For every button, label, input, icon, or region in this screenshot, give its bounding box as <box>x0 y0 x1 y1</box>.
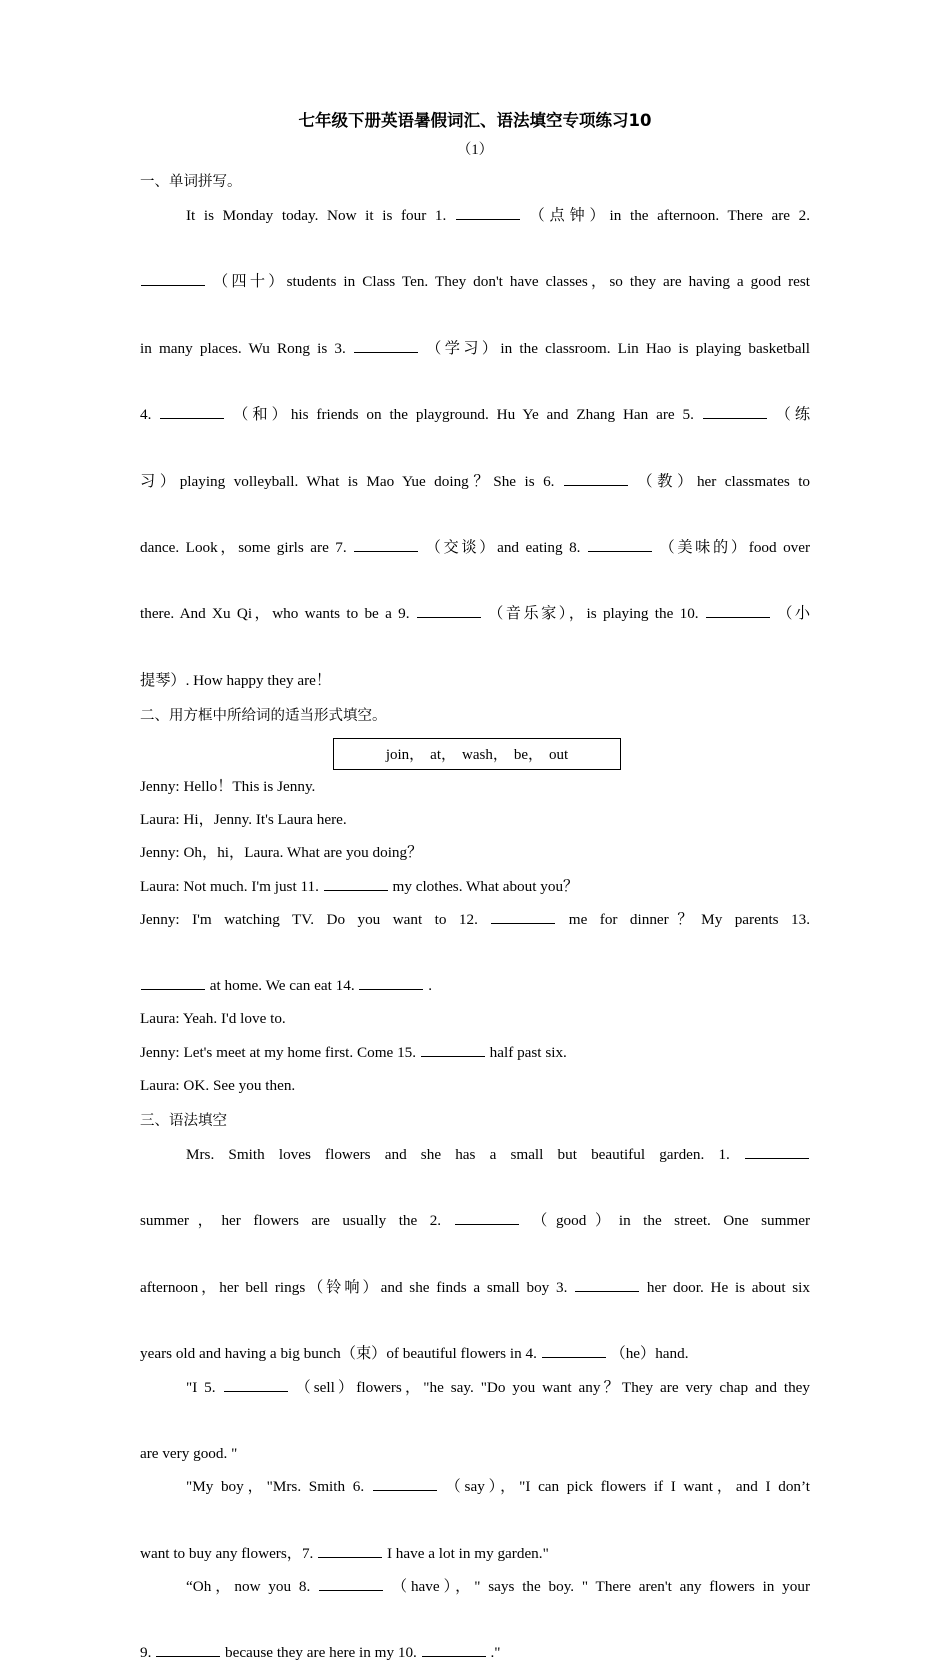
text-run: 9. <box>140 1644 152 1662</box>
text-run: Laura: OK. See you then. <box>140 1076 296 1094</box>
text-run: years old and having a big bunch（束）of beautiful flowers in 4. <box>140 1345 537 1363</box>
text-run: dance. Look，some girls are 7. <box>140 539 347 557</box>
text-line <box>140 1636 810 1669</box>
fill-in-blank[interactable] <box>564 471 628 486</box>
text-run: Laura: Not much. I'm just 11. <box>140 877 319 895</box>
fill-in-blank[interactable] <box>575 1277 639 1292</box>
text-run: Jenny: Hello！This is Jenny. <box>140 778 316 796</box>
fill-in-blank[interactable] <box>706 603 770 618</box>
fill-in-blank[interactable] <box>224 1377 288 1392</box>
fill-in-blank[interactable] <box>141 975 205 990</box>
fill-in-blank[interactable] <box>318 1543 382 1558</box>
text-line <box>140 836 810 869</box>
text-line <box>140 903 810 969</box>
text-run: I have a lot in my garden." <box>386 1544 549 1562</box>
text-line <box>140 1271 810 1337</box>
text-line <box>140 1069 810 1102</box>
text-run: want to buy any flowers，7. <box>140 1544 314 1562</box>
text-run: Jenny: Let's meet at my home first. Come 15. <box>140 1043 417 1061</box>
text-line <box>140 398 810 464</box>
word-bank-box <box>333 738 621 770</box>
fill-in-blank[interactable] <box>156 1642 220 1657</box>
fill-in-blank[interactable] <box>422 1642 486 1657</box>
text-line <box>140 770 810 803</box>
page-title: 七年级下册英语暑假词汇、语法填空专项练习10 <box>298 111 652 130</box>
text-run: "I 5. <box>186 1378 216 1396</box>
text-run: there. And Xu Qi，who wants to be a 9. <box>140 605 410 623</box>
fill-in-blank[interactable] <box>324 876 388 891</box>
fill-in-blank[interactable] <box>491 909 555 924</box>
fill-in-blank[interactable] <box>141 271 205 286</box>
text-line <box>140 265 810 331</box>
sections-container <box>140 163 810 1669</box>
fill-in-blank[interactable] <box>455 1211 519 1226</box>
text-line <box>140 1437 810 1470</box>
text-run: her door. He is about six <box>646 1278 810 1296</box>
text-line <box>140 1570 810 1636</box>
text-run: Laura: Yeah. I'd love to. <box>140 1010 286 1028</box>
text-run: （教）her classmates to <box>637 472 811 490</box>
text-line <box>140 870 810 903</box>
text-line <box>140 803 810 836</box>
text-run: （美味的）food over <box>659 539 811 557</box>
text-run: （音乐家），is playing the 10. <box>488 605 699 623</box>
section-heading: 三、语法填空 <box>140 1113 227 1130</box>
text-line <box>140 1036 810 1069</box>
text-run: Laura: Hi，Jenny. It's Laura here. <box>140 811 347 829</box>
text-run: afternoon，her bell rings（铃响）and she finds a small boy 3. <box>140 1278 568 1296</box>
document-content <box>140 0 810 1669</box>
text-run: me for dinner？My parents 13. <box>568 910 810 928</box>
text-run: （练 <box>775 406 811 424</box>
text-run: . <box>428 977 433 995</box>
text-run: "My boy，"Mrs. Smith 6. <box>186 1478 365 1496</box>
text-run: （小 <box>777 605 811 623</box>
text-line <box>140 1537 810 1570</box>
section-heading: 一、单词拼写。 <box>140 174 242 190</box>
fill-in-blank[interactable] <box>160 404 224 419</box>
text-run: are very good. " <box>140 1444 238 1462</box>
text-run: （have），" says the boy. " There aren't any flowers in your <box>391 1577 810 1595</box>
fill-in-blank[interactable] <box>354 338 418 353</box>
fill-in-blank[interactable] <box>319 1576 383 1591</box>
word-bank-item: join， <box>385 747 425 764</box>
text-run: 提琴）. How happy they are！ <box>140 671 332 689</box>
text-line <box>140 1002 810 1035</box>
word-bank-container <box>140 733 810 770</box>
text-run: half past six. <box>489 1043 567 1061</box>
text-line <box>140 1371 810 1437</box>
fill-in-blank[interactable] <box>542 1343 606 1358</box>
text-run: in many places. Wu Rong is 3. <box>140 339 346 357</box>
fill-in-blank[interactable] <box>703 404 767 419</box>
fill-in-blank[interactable] <box>745 1144 809 1159</box>
text-line <box>140 1337 810 1370</box>
text-run: （点钟）in the afternoon. There are 2. <box>529 207 811 224</box>
text-run: （good）in the street. One summer <box>532 1212 811 1230</box>
text-line <box>140 465 810 531</box>
text-run: （交谈）and eating 8. <box>425 539 581 557</box>
section-heading: 二、用方框中所给词的适当形式填空。 <box>140 708 387 725</box>
text-run: summer，her flowers are usually the 2. <box>140 1212 442 1230</box>
text-run: because they are here in my 10. <box>224 1644 417 1662</box>
text-run: “Oh，now you 8. <box>186 1577 311 1595</box>
fill-in-blank[interactable] <box>354 537 418 552</box>
text-run: my clothes. What about you？ <box>392 877 579 895</box>
fill-in-blank[interactable] <box>373 1476 437 1491</box>
text-run: （四十）students in Class Ten. They don't have classes，so they are having a good rest <box>213 273 810 291</box>
text-line <box>140 1204 810 1270</box>
text-line <box>140 332 810 398</box>
fill-in-blank[interactable] <box>456 205 520 220</box>
text-run: （say），"I can pick flowers if I want，and I don’t <box>445 1478 811 1496</box>
fill-in-blank[interactable] <box>588 537 652 552</box>
fill-in-blank[interactable] <box>417 603 481 618</box>
text-line <box>140 199 810 265</box>
text-line <box>140 969 810 1002</box>
text-line <box>140 1470 810 1536</box>
page-subtitle: （1） <box>456 142 494 158</box>
text-line <box>140 664 810 697</box>
text-run: 4. <box>140 406 152 424</box>
text-run: at home. We can eat 14. <box>209 977 355 995</box>
fill-in-blank[interactable] <box>359 975 423 990</box>
text-run: Jenny: Oh，hi，Laura. What are you doing？ <box>140 844 423 862</box>
text-run: Jenny: I'm watching TV. Do you want to 12. <box>140 910 478 928</box>
text-run: It is Monday today. Now it is four 1. <box>186 207 447 224</box>
word-bank-item: out <box>549 747 569 764</box>
word-bank-item: be， <box>513 747 543 764</box>
word-bank-item: at， <box>430 747 456 764</box>
text-line <box>140 597 810 663</box>
text-run: （学习）in the classroom. Lin Hao is playing basketball <box>426 339 810 357</box>
text-run: （sell）flowers，"he say. "Do you want any？They are very chap and they <box>295 1378 811 1396</box>
text-run: （和）his friends on the playground. Hu Ye and Zhang Han are 5. <box>233 406 694 424</box>
text-run: ." <box>490 1644 501 1662</box>
text-run: 习）playing volleyball. What is Mao Yue doing？She is 6. <box>140 472 555 490</box>
text-line <box>140 1138 810 1204</box>
fill-in-blank[interactable] <box>421 1042 485 1057</box>
text-run: Mrs. Smith loves flowers and she has a small but beautiful garden. 1. <box>186 1146 730 1164</box>
text-run: （he）hand. <box>610 1345 689 1363</box>
text-line <box>140 531 810 597</box>
word-bank-item: wash， <box>462 747 508 764</box>
